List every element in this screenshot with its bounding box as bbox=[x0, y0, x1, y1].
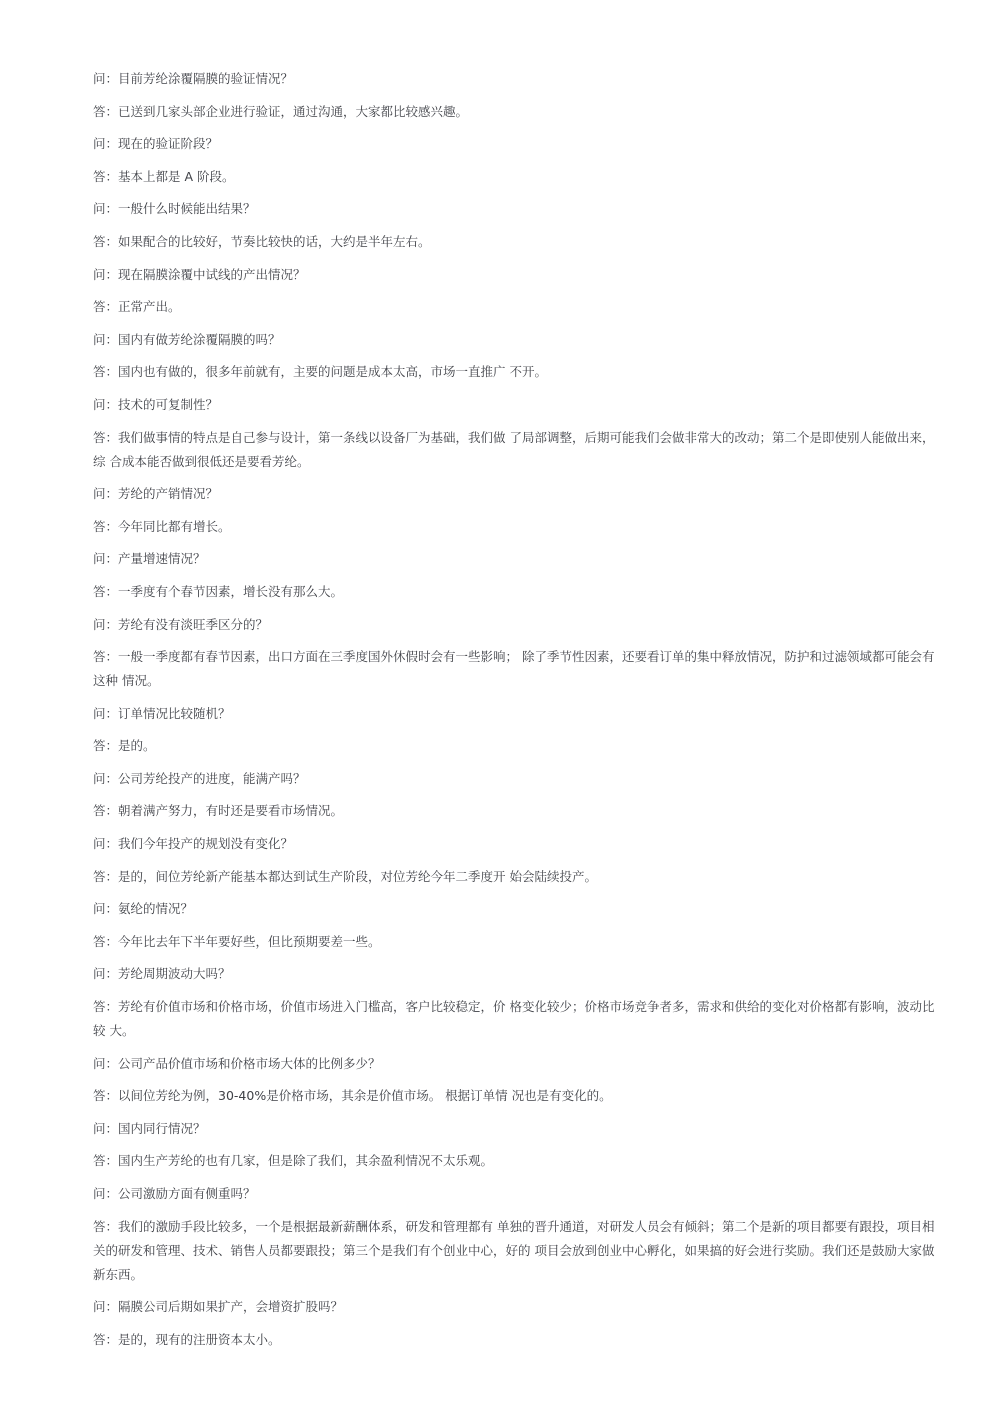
question: 问：我们今年投产的规划没有变化？ bbox=[93, 836, 294, 852]
answer: 答：一般一季度都有春节因素，出口方面在三季度国外休假时会有一些影响； 除了季节性因素，还要看订单的集中释放情况，防护和过滤领域都可能会有这种 情况。 bbox=[93, 649, 935, 689]
answer: 答：我们的激励手段比较多，一个是根据最新薪酬体系，研发和管理都有 单独的晋升通道，对研发人员会有倾斜；第二个是新的项目都要有跟投，项目相 关的研发和管理、技术、销售人员都要跟投；第三个是我们有个创业中心，好的 项目会放到创业中心孵化，如果搞的好会进行奖励。我们还是鼓励大家做新东西。 bbox=[93, 1218, 935, 1282]
question: 问：目前芳纶涂覆隔膜的验证情况？ bbox=[93, 71, 294, 86]
question: 问：现在隔膜涂覆中试线的产出情况？ bbox=[93, 266, 306, 282]
question: 问：一般什么时候能出结果？ bbox=[93, 201, 256, 217]
question: 问：订单情况比较随机？ bbox=[93, 705, 231, 721]
answer: 答：芳纶有价值市场和价格市场，价值市场进入门槛高，客户比较稳定，价 格变化较少；价格市场竞争者多，需求和供给的变化对价格都有影响，波动比较 大。 bbox=[93, 999, 935, 1039]
question: 问：现在的验证阶段？ bbox=[93, 136, 219, 152]
answer: 答：如果配合的比较好，节奏比较快的话，大约是半年左右。 bbox=[93, 233, 431, 249]
answer: 答：以间位芳纶为例，30-40%是价格市场，其余是价值市场。 根据订单情 况也是有变化的。 bbox=[93, 1088, 612, 1104]
question: 问：公司芳纶投产的进度，能满产吗？ bbox=[93, 770, 306, 786]
answer: 答：国内生产芳纶的也有几家，但是除了我们，其余盈利情况不太乐观。 bbox=[93, 1153, 494, 1169]
answer: 答：我们做事情的特点是自己参与设计，第一条线以设备厂为基础，我们做 了局部调整，后期可能我们会做非常大的改动；第二个是即使别人能做出来，综 合成本能否做到很低还是要看芳纶。 bbox=[93, 429, 935, 469]
answer: 答：是的。 bbox=[93, 738, 156, 754]
qa-document bbox=[93, 67, 938, 1360]
question: 问：技术的可复制性？ bbox=[93, 396, 219, 412]
answer: 答：是的，现有的注册资本太小。 bbox=[93, 1331, 281, 1347]
answer: 答：朝着满产努力，有时还是要看市场情况。 bbox=[93, 803, 344, 819]
answer: 答：基本上都是 A 阶段。 bbox=[93, 168, 235, 184]
question: 问：隔膜公司后期如果扩产，会增资扩股吗？ bbox=[93, 1299, 344, 1315]
question: 问：国内同行情况？ bbox=[93, 1120, 206, 1136]
question: 问：国内有做芳纶涂覆隔膜的吗？ bbox=[93, 331, 281, 347]
question: 问：公司激励方面有侧重吗？ bbox=[93, 1186, 256, 1201]
answer: 答：一季度有个春节因素，增长没有那么大。 bbox=[93, 583, 344, 599]
question: 问：产量增速情况？ bbox=[93, 551, 206, 567]
answer: 答：已送到几家头部企业进行验证，通过沟通，大家都比较感兴趣。 bbox=[93, 103, 469, 119]
answer: 答：今年同比都有增长。 bbox=[93, 518, 231, 534]
question: 问：氨纶的情况？ bbox=[93, 901, 194, 917]
answer: 答：正常产出。 bbox=[93, 299, 181, 315]
answer: 答：今年比去年下半年要好些，但比预期要差一些。 bbox=[93, 933, 381, 949]
question: 问：芳纶周期波动大吗？ bbox=[93, 966, 231, 982]
question: 问：芳纶的产销情况？ bbox=[93, 486, 219, 502]
question: 问：芳纶有没有淡旺季区分的？ bbox=[93, 616, 269, 632]
question: 问：公司产品价值市场和价格市场大体的比例多少？ bbox=[93, 1055, 381, 1071]
answer: 答：是的，间位芳纶新产能基本都达到试生产阶段，对位芳纶今年二季度开 始会陆续投产。 bbox=[93, 868, 597, 884]
answer: 答：国内也有做的，很多年前就有，主要的问题是成本太高，市场一直推广 不开。 bbox=[93, 364, 547, 380]
